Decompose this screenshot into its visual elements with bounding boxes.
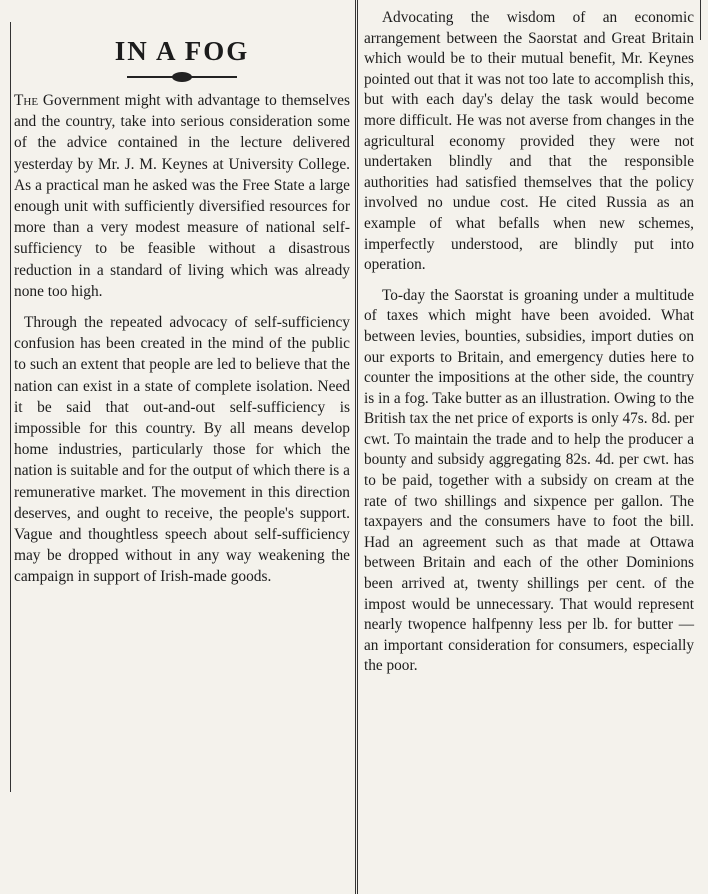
right-paragraph-1: Advocating the wisdom of an economic arrangement between the Saorstat and Great Britain which would be to their mutual benefit, Mr. Keynes pointed out that it was not too late to accomplish this, but with each day's delay the task would become more difficult. He was not averse from changes in the agricultural economy provided they were not undertaken blindly and that the responsible authorities had satisfied themselves that the policy involved no undue cost. He cited Russia as an example of what befalls when new schemes, imperfectly understood, are blindly put into operation.: [364, 9, 694, 274]
column-rule-middle: [355, 0, 356, 894]
left-column: [14, 0, 350, 588]
column-rule-left: [10, 22, 11, 792]
ornament-center: [172, 72, 192, 82]
headline-ornament: [127, 70, 237, 84]
right-column: [364, 0, 694, 677]
column-rule-right: [700, 0, 701, 40]
column-rule-middle-double: [357, 0, 358, 894]
headline: IN A FOG: [114, 36, 250, 66]
left-paragraph-1-text: Government might with advantage to themselves and the country, take into serious consideration some of the advice contained in the lecture delivered yesterday by Mr. J. M. Keynes at University College. As a practical man he asked was the Free State a large enough unit with sufficiently diversified resources for more than a very modest measure of national self-sufficiency to be feasible without a disastrous reduction in a standard of living which was already none too high.: [14, 92, 350, 300]
right-paragraph-2: To-day the Saorstat is groaning under a multitude of taxes which might have been avoided. What between levies, bounties, subsidies, import duties on our exports to Britain, and emergency duties here to counter the impositions at the other side, the country is in a fog. Take butter as an illustration. Owing to the British tax the net price of exports is only 47s. 8d. per cwt. To maintain the trade and to help the producer a bounty and subsidy aggregating 82s. 4d. per cwt. has to be paid, together with a subsidy on cream at the rate of two shillings and sixpence per gallon. The taxpayers and the consumers have to foot the bill. Had an agreement such as that made at Ottawa between Britain and each of the other Dominions been arrived at, twenty shillings per cent. of the impost would be unnecessary. That would represent nearly twopence halfpenny less per lb. for butter — an important consideration for consumers, especially the poor.: [364, 286, 694, 675]
lead-word: The: [14, 92, 39, 109]
left-paragraph-2: Through the repeated advocacy of self-sufficiency confusion has been created in the mind of the public to such an extent that people are led to believe that the nation can exist in a state of complete isolation. Need it be said that out-and-out self-sufficiency is impossible for this country. By all means develop home industries, particularly those for which the nation is suitable and for the output of which there is a remunerative market. The movement in this direction deserves, and ought to receive, the people's support. Vague and thoughtless speech about self-sufficiency may be dropped without in any way weakening the campaign in support of Irish-made goods.: [14, 314, 350, 586]
left-paragraph-1: [14, 90, 350, 302]
